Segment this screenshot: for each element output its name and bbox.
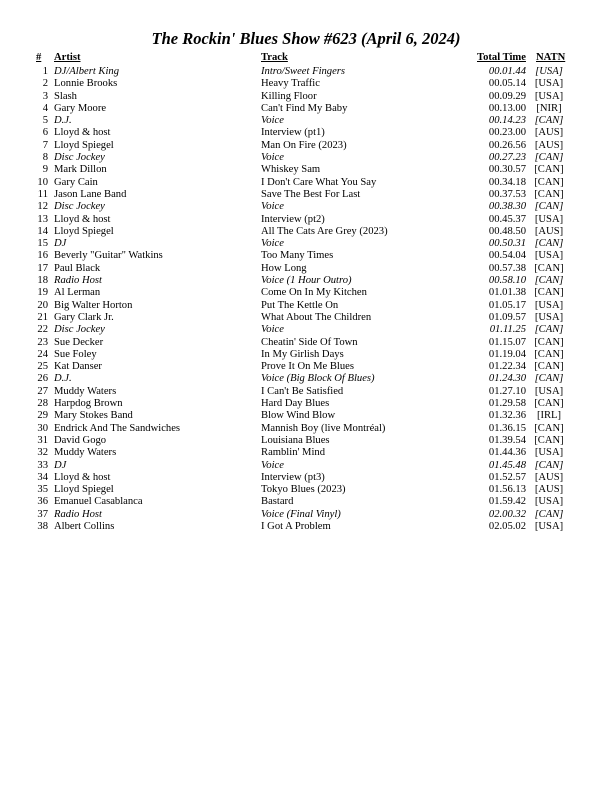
nation-cell: [CAN] <box>534 373 564 385</box>
total-time-cell: 00.50.31 <box>488 238 526 250</box>
track-cell: Too Many Times <box>261 250 334 262</box>
nation-cell: [CAN] <box>534 434 564 446</box>
track-cell: Interview (pt1) <box>261 127 325 139</box>
track-cell: Voice <box>261 152 284 164</box>
artist-cell: David Gogo <box>54 434 107 446</box>
artist-cell: DJ <box>54 238 67 250</box>
table-row <box>0 140 612 152</box>
header-num: # <box>36 52 42 63</box>
total-time-cell: 01.11.25 <box>489 324 526 336</box>
track-number: 29 <box>37 410 48 422</box>
artist-cell: Albert Collins <box>54 520 115 532</box>
nation-cell: [CAN] <box>534 164 564 176</box>
artist-cell: Slash <box>54 90 77 102</box>
track-number: 5 <box>42 115 48 127</box>
track-number: 14 <box>37 225 48 237</box>
track-number: 18 <box>37 275 48 287</box>
track-number: 17 <box>37 262 48 274</box>
table-row <box>0 361 612 373</box>
artist-cell: Sue Decker <box>54 336 104 348</box>
track-cell: Blow Wind Blow <box>261 410 336 422</box>
table-row <box>0 398 612 410</box>
artist-cell: Muddy Waters <box>54 447 117 459</box>
track-number: 37 <box>37 508 48 520</box>
track-number: 12 <box>37 201 48 213</box>
track-cell: Whiskey Sam <box>261 164 321 176</box>
artist-cell: Endrick And The Sandwiches <box>54 422 181 434</box>
table-row <box>0 127 612 139</box>
nation-cell: [USA] <box>534 311 564 323</box>
table-row <box>0 275 612 287</box>
total-time-cell: 01.15.07 <box>488 336 526 348</box>
track-number: 24 <box>37 348 48 360</box>
track-number: 25 <box>37 361 48 373</box>
track-cell: Voice <box>261 201 284 213</box>
total-time-cell: 00.48.50 <box>488 225 526 237</box>
total-time-cell: 01.22.34 <box>488 361 526 373</box>
total-time-cell: 00.57.38 <box>488 262 526 274</box>
table-row <box>0 460 612 472</box>
table-row <box>0 324 612 336</box>
artist-cell: Lloyd & host <box>54 213 111 225</box>
total-time-cell: 00.27.23 <box>488 152 526 164</box>
artist-cell: D.J. <box>54 115 72 127</box>
header-artist: Artist <box>54 52 81 63</box>
table-row <box>0 250 612 262</box>
nation-cell: [USA] <box>535 66 563 77</box>
track-cell: Voice (1 Hour Outro) <box>261 275 352 287</box>
track-cell: Voice (Final Vinyl) <box>261 508 341 520</box>
artist-cell: Gary Moore <box>54 102 107 114</box>
artist-cell: Sue Foley <box>54 348 97 360</box>
track-number: 16 <box>37 250 48 262</box>
track-number: 28 <box>37 398 48 410</box>
artist-cell: Lloyd & host <box>54 471 111 483</box>
track-number: 23 <box>37 336 48 348</box>
table-row <box>0 78 612 90</box>
total-time-cell: 00.34.18 <box>488 176 526 188</box>
track-number: 4 <box>42 102 48 114</box>
track-number: 15 <box>37 238 48 250</box>
artist-cell: Harpdog Brown <box>54 398 123 410</box>
page-title: The Rockin' Blues Show #623 (April 6, 2024) <box>151 29 461 48</box>
table-row <box>0 91 612 103</box>
track-number: 26 <box>37 373 48 385</box>
nation-cell: [CAN] <box>534 398 564 410</box>
table-row <box>0 115 612 127</box>
track-number: 38 <box>37 520 48 532</box>
artist-cell: Al Lerman <box>54 287 101 299</box>
total-time-cell: 00.58.10 <box>488 275 526 287</box>
nation-cell: [CAN] <box>534 201 564 213</box>
table-row <box>0 484 612 496</box>
track-cell: Voice (Big Block Of Blues) <box>261 373 375 385</box>
nation-cell: [USA] <box>534 520 564 532</box>
track-cell: Save The Best For Last <box>261 188 361 200</box>
track-cell: Put The Kettle On <box>261 299 339 311</box>
nation-cell: [AUS] <box>534 225 564 237</box>
track-cell: Killing Floor <box>261 90 317 102</box>
table-row <box>0 177 612 189</box>
nation-cell: [USA] <box>534 496 564 508</box>
table-row <box>0 238 612 250</box>
table-row <box>0 103 612 115</box>
artist-cell: Muddy Waters <box>54 385 117 397</box>
table-row <box>0 189 612 201</box>
total-time-cell: 01.01.38 <box>488 287 526 299</box>
table-row <box>0 337 612 349</box>
table-row <box>0 373 612 385</box>
track-cell: Voice <box>261 459 284 471</box>
total-time-cell: 01.39.54 <box>488 434 526 446</box>
track-cell: In My Girlish Days <box>261 348 344 360</box>
track-cell: I Don't Care What You Say <box>261 176 377 188</box>
nation-cell: [CAN] <box>534 152 564 164</box>
artist-cell: Beverly "Guitar" Watkins <box>54 250 163 262</box>
track-number: 31 <box>37 434 48 446</box>
track-number: 19 <box>37 287 48 299</box>
track-number: 2 <box>42 78 48 90</box>
table-row <box>0 300 612 312</box>
track-cell: All The Cats Are Grey (2023) <box>261 225 388 237</box>
track-number: 21 <box>37 311 48 323</box>
total-time-cell: 01.29.58 <box>488 398 526 410</box>
artist-cell: Lloyd Spiegel <box>54 225 114 237</box>
nation-cell: [AUS] <box>534 127 564 139</box>
table-row <box>0 201 612 213</box>
table-row <box>0 263 612 275</box>
track-cell: Louisiana Blues <box>261 434 330 446</box>
artist-cell: Mark Dillon <box>54 164 107 176</box>
total-time-cell: 01.45.48 <box>488 459 526 471</box>
table-row <box>0 423 612 435</box>
track-cell: Can't Find My Baby <box>261 102 348 114</box>
track-cell: Cheatin' Side Of Town <box>261 336 358 348</box>
total-time-cell: 00.01.44 <box>488 66 526 77</box>
nation-cell: [IRL] <box>536 410 562 422</box>
track-number: 8 <box>42 152 48 164</box>
track-number: 1 <box>42 66 48 77</box>
artist-cell: Radio Host <box>54 508 102 520</box>
nation-cell: [CAN] <box>534 324 564 336</box>
track-number: 27 <box>37 385 48 397</box>
table-row <box>0 226 612 238</box>
artist-cell: Paul Black <box>54 262 101 274</box>
table-row <box>0 214 612 226</box>
nation-cell: [CAN] <box>534 262 564 274</box>
track-cell: I Can't Be Satisfied <box>261 385 344 397</box>
nation-cell: [CAN] <box>534 361 564 373</box>
table-row <box>0 66 612 78</box>
total-time-cell: 01.36.15 <box>488 422 526 434</box>
nation-cell: [CAN] <box>534 176 564 188</box>
track-cell: Mannish Boy (live Montréal) <box>261 422 386 434</box>
artist-cell: Lloyd Spiegel <box>54 484 114 496</box>
track-number: 20 <box>37 299 48 311</box>
artist-cell: DJ/Albert King <box>54 66 120 77</box>
artist-cell: D.J. <box>54 373 72 385</box>
artist-cell: Jason Lane Band <box>54 188 127 200</box>
total-time-cell: 01.19.04 <box>488 348 526 360</box>
total-time-cell: 01.05.17 <box>488 299 526 311</box>
total-time-cell: 01.27.10 <box>488 385 526 397</box>
table-row <box>0 521 612 533</box>
track-cell: Man On Fire (2023) <box>261 139 347 151</box>
track-cell: Prove It On Me Blues <box>261 361 354 373</box>
artist-cell: Kat Danser <box>54 361 102 373</box>
nation-cell: [USA] <box>534 385 564 397</box>
track-number: 36 <box>37 496 48 508</box>
nation-cell: [CAN] <box>534 115 564 127</box>
track-cell: Tokyo Blues (2023) <box>261 484 346 496</box>
track-cell: Interview (pt3) <box>261 471 325 483</box>
nation-cell: [CAN] <box>534 336 564 348</box>
total-time-cell: 00.13.00 <box>488 102 526 114</box>
header-natn: NATN <box>536 52 566 63</box>
nation-cell: [CAN] <box>534 348 564 360</box>
table-row <box>0 386 612 398</box>
nation-cell: [USA] <box>534 90 564 102</box>
total-time-cell: 01.56.13 <box>488 484 526 496</box>
total-time-cell: 01.44.36 <box>488 447 526 459</box>
artist-cell: Lloyd Spiegel <box>54 139 114 151</box>
artist-cell: Gary Cain <box>54 176 98 188</box>
track-number: 13 <box>37 213 48 225</box>
artist-cell: Disc Jockey <box>54 201 105 213</box>
track-cell: Intro/Sweet Fingers <box>261 66 346 77</box>
total-time-cell: 00.30.57 <box>488 164 526 176</box>
total-time-cell: 00.23.00 <box>488 127 526 139</box>
track-number: 30 <box>37 422 48 434</box>
nation-cell: [CAN] <box>534 508 564 520</box>
total-time-cell: 00.54.04 <box>488 250 526 262</box>
track-cell: Voice <box>261 238 284 250</box>
track-number: 33 <box>37 459 48 471</box>
playlist-table <box>0 66 612 533</box>
track-cell: What About The Children <box>261 311 372 323</box>
artist-cell: Gary Clark Jr. <box>54 311 114 323</box>
track-number: 34 <box>37 471 48 483</box>
nation-cell: [USA] <box>534 299 564 311</box>
artist-cell: Lloyd & host <box>54 127 111 139</box>
track-cell: Voice <box>261 115 284 127</box>
track-number: 6 <box>42 127 48 139</box>
nation-cell: [AUS] <box>534 139 564 151</box>
total-time-cell: 01.32.36 <box>488 410 526 422</box>
total-time-cell: 00.09.29 <box>488 90 526 102</box>
nation-cell: [CAN] <box>534 275 564 287</box>
header-track: Track <box>261 52 288 63</box>
artist-cell: Lonnie Brooks <box>54 78 118 90</box>
nation-cell: [AUS] <box>534 471 564 483</box>
track-number: 9 <box>42 164 48 176</box>
nation-cell: [USA] <box>534 78 564 90</box>
track-cell: Hard Day Blues <box>261 398 330 410</box>
nation-cell: [CAN] <box>534 188 564 200</box>
header-total-time: Total Time <box>477 52 526 63</box>
table-row <box>0 509 612 521</box>
table-row <box>0 410 612 422</box>
total-time-cell: 00.14.23 <box>488 115 526 127</box>
track-number: 10 <box>37 176 48 188</box>
track-number: 7 <box>42 139 48 151</box>
total-time-cell: 01.09.57 <box>488 311 526 323</box>
nation-cell: [CAN] <box>534 422 564 434</box>
artist-cell: DJ <box>54 459 67 471</box>
table-row <box>0 435 612 447</box>
artist-cell: Disc Jockey <box>54 152 105 164</box>
total-time-cell: 02.05.02 <box>488 520 526 532</box>
artist-cell: Emanuel Casablanca <box>54 496 143 508</box>
nation-cell: [USA] <box>534 250 564 262</box>
total-time-cell: 00.05.14 <box>488 78 526 90</box>
track-number: 35 <box>37 484 48 496</box>
total-time-cell: 01.52.57 <box>488 471 526 483</box>
nation-cell: [USA] <box>534 447 564 459</box>
nation-cell: [CAN] <box>534 238 564 250</box>
artist-cell: Big Walter Horton <box>54 299 133 311</box>
nation-cell: [CAN] <box>534 287 564 299</box>
table-row <box>0 287 612 299</box>
track-cell: Interview (pt2) <box>261 213 325 225</box>
track-cell: Come On In My Kitchen <box>261 287 367 299</box>
nation-cell: [NIR] <box>536 102 562 114</box>
track-number: 11 <box>37 188 48 200</box>
table-row <box>0 447 612 459</box>
artist-cell: Radio Host <box>54 275 102 287</box>
nation-cell: [AUS] <box>534 484 564 496</box>
track-number: 22 <box>37 324 48 336</box>
track-cell: Voice <box>261 324 284 336</box>
table-row <box>0 152 612 164</box>
table-row <box>0 164 612 176</box>
track-cell: Heavy Traffic <box>261 78 320 90</box>
track-number: 32 <box>37 447 48 459</box>
track-number: 3 <box>42 90 48 102</box>
total-time-cell: 00.38.30 <box>488 201 526 213</box>
track-cell: Bastard <box>261 496 294 508</box>
total-time-cell: 02.00.32 <box>488 508 526 520</box>
total-time-cell: 01.59.42 <box>488 496 526 508</box>
track-cell: I Got A Problem <box>261 520 331 532</box>
artist-cell: Disc Jockey <box>54 324 105 336</box>
track-cell: How Long <box>261 262 307 274</box>
nation-cell: [CAN] <box>534 459 564 471</box>
nation-cell: [USA] <box>534 213 564 225</box>
table-row <box>0 312 612 324</box>
artist-cell: Mary Stokes Band <box>54 410 133 422</box>
total-time-cell: 01.24.30 <box>488 373 526 385</box>
total-time-cell: 00.26.56 <box>488 139 526 151</box>
total-time-cell: 00.37.53 <box>488 188 526 200</box>
track-cell: Ramblin' Mind <box>261 447 326 459</box>
table-row <box>0 349 612 361</box>
table-row <box>0 496 612 508</box>
total-time-cell: 00.45.37 <box>488 213 526 225</box>
table-row <box>0 472 612 484</box>
